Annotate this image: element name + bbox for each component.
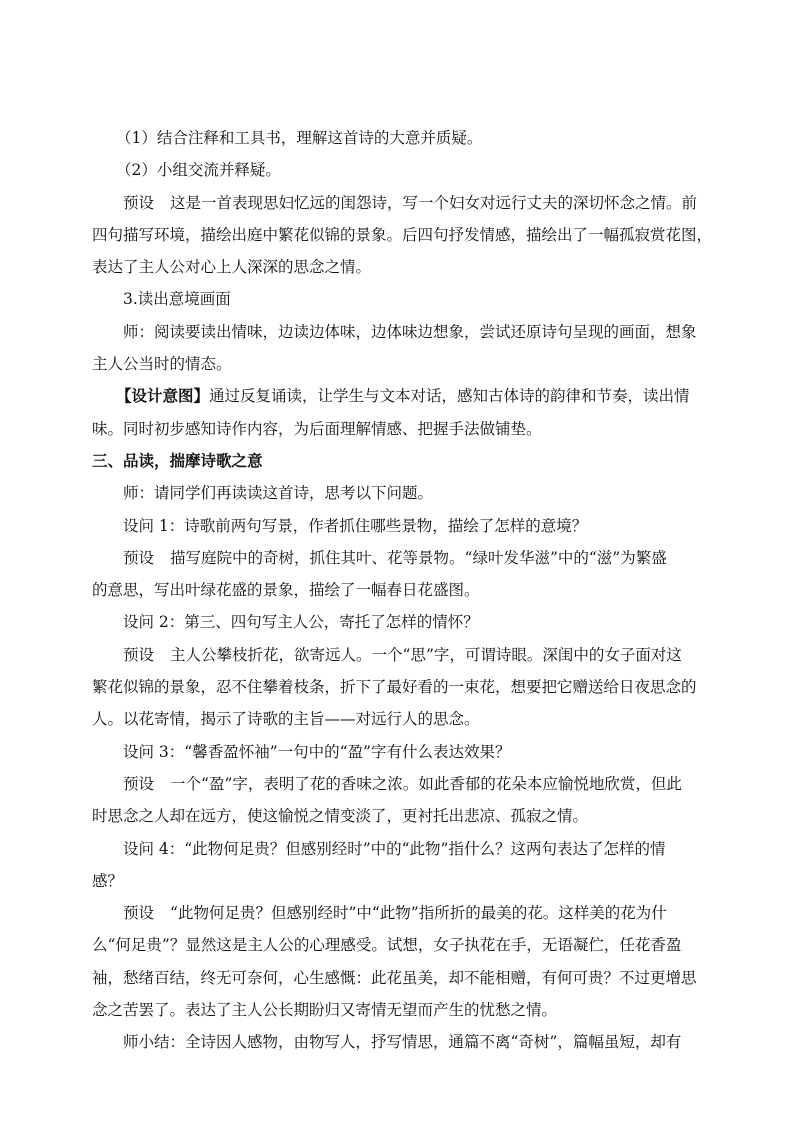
text-line: 时思念之人却在远方，使这愉悦之情变淡了，更衬托出悲凉、孤寂之情。 [92,807,589,826]
text-line: 么“何足贵”？显然这是主人公的心理感受。试想，女子执花在手，无语凝伫，任花香盈 [92,936,682,955]
preset-label: 预设 [123,548,155,567]
line-text: 这是一首表现思妇忆远的闺怨诗，写一个妇女对远行丈夫的深切怀念之情。前 [170,193,698,212]
text-line: 四句描写环境，描绘出庭中繁花似锦的景象。后四句抒发情感，描绘出了一幅孤寂赏花图， [92,225,713,244]
text-line [92,187,710,219]
text-line: （1）结合注释和工具书，理解这首诗的大意并质疑。 [116,129,483,147]
design-intent-label: 【设计意图】 [116,386,210,406]
question-line: 设问 3：“馨香盈怀袖”一句中的“盈”字有什么表达效果？ [123,742,511,761]
text-line [92,639,710,671]
text-line: 师：请同学们再读读这首诗，思考以下问题。 [123,484,434,503]
text-line: 师小结：全诗因人感物，由物写人，抒写情思，通篇不离“奇树”，篇幅虽短，却有 [123,1033,682,1052]
preset-label: 预设 [123,774,155,793]
line-text: 一个“盈”字，表明了花的香味之浓。如此香郁的花朵本应愉悦地欣赏，但此 [170,774,682,793]
section-subheading: 3.读出意境画面 [123,290,231,309]
text-line: 人。以花寄情，揭示了诗歌的主旨——对远行人的思念。 [92,710,480,729]
text-line: 师：阅读要读出情味，边读边体味，边体味边想象，尝试还原诗句呈现的画面，想象 [123,322,697,341]
text-line: 主人公当时的情态。 [92,355,232,374]
text-line: 味。同时初步感知诗作内容，为后面理解情感、把握手法做铺垫。 [92,419,542,438]
text-line: 念之苦罢了。表达了主人公长期盼归又寄情无望而产生的忧愁之情。 [92,1001,558,1020]
section-heading: 三、品读，揣摩诗歌之意 [92,450,263,470]
text-line [92,897,710,929]
preset-label: 预设 [123,645,155,664]
text-line: 袖，愁绪百结，终无可奈何，心生感慨：此花虽美，却不能相赠，有何可贵？不过更增思 [92,968,697,987]
question-line: 设问 2：第三、四句写主人公，寄托了怎样的情怀？ [123,613,479,632]
preset-label: 预设 [123,904,155,923]
line-text: “此物何足贵？但感别经时”中“此物”指所折的最美的花。这样美的花为什 [170,904,667,923]
text-line [92,768,710,800]
line-text: 通过反复诵读，让学生与文本对话，感知古体诗的韵律和节奏，读出情 [209,387,690,406]
text-line: 的意思，写出叶绿花盛的景象，描绘了一幅春日花盛图。 [92,581,480,600]
question-line: 设问 4：“此物何足贵？但感别经时”中的“此物”指什么？这两句表达了怎样的情 [123,839,666,858]
line-text: 主人公攀枝折花，欲寄远人。一个“思”字，可谓诗眼。深闺中的女子面对这 [170,645,682,664]
question-line: 设问 1：诗歌前两句写景，作者抓住哪些景物，描绘了怎样的意境？ [123,516,588,535]
preset-label: 预设 [123,193,155,212]
line-text: 描写庭院中的奇树，抓住其叶、花等景物。“绿叶发华滋”中的“滋”为繁盛 [170,548,667,567]
text-line [92,542,710,574]
text-line: （2）小组交流并释疑。 [116,161,281,180]
text-line: 感？ [92,871,124,890]
text-line [92,380,710,412]
document-page [92,122,713,1059]
text-line: 表达了主人公对心上人深深的思念之情。 [92,258,372,277]
text-line: 繁花似锦的景象，忍不住攀着枝条，折下了最好看的一束花，想要把它赠送给日夜思念的 [92,678,697,697]
